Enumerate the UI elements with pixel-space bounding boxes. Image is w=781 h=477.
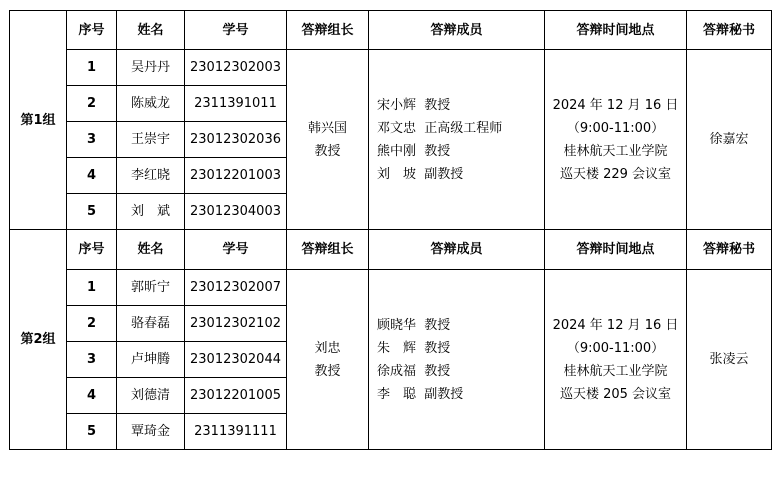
student-seq: 2 bbox=[67, 306, 117, 342]
table-row bbox=[10, 270, 772, 306]
member: 朱 辉 教授 bbox=[377, 340, 451, 356]
defense-schedule-table bbox=[9, 10, 772, 450]
student-seq: 1 bbox=[67, 270, 117, 306]
student-seq: 3 bbox=[67, 122, 117, 158]
member: 刘 坡 副教授 bbox=[377, 166, 464, 182]
group2-time-place bbox=[545, 270, 687, 450]
student-id: 2311391111 bbox=[185, 414, 287, 450]
group1-leader bbox=[287, 50, 369, 230]
header-name: 姓名 bbox=[117, 11, 185, 50]
student-name: 吴丹丹 bbox=[117, 50, 185, 86]
table-row bbox=[10, 50, 772, 86]
defense-date: 2024 年 12 月 16 日 bbox=[552, 317, 679, 333]
defense-room: 巡天楼 229 会议室 bbox=[559, 166, 672, 182]
header-student-id: 学号 bbox=[185, 230, 287, 270]
header-student-id: 学号 bbox=[185, 11, 287, 50]
group2-leader bbox=[287, 270, 369, 450]
student-name: 骆春磊 bbox=[117, 306, 185, 342]
group2-members bbox=[369, 270, 545, 450]
header-seq: 序号 bbox=[67, 11, 117, 50]
student-id: 23012302044 bbox=[185, 342, 287, 378]
student-seq: 5 bbox=[67, 194, 117, 230]
student-id: 23012201003 bbox=[185, 158, 287, 194]
group1-time-place bbox=[545, 50, 687, 230]
header-name: 姓名 bbox=[117, 230, 185, 270]
defense-institution: 桂林航天工业学院 bbox=[563, 143, 668, 159]
group2-label: 第2组 bbox=[10, 230, 67, 450]
student-seq: 4 bbox=[67, 378, 117, 414]
header-leader: 答辩组长 bbox=[287, 11, 369, 50]
student-id: 23012302102 bbox=[185, 306, 287, 342]
header-seq: 序号 bbox=[67, 230, 117, 270]
defense-time: （9:00-11:00） bbox=[566, 340, 665, 356]
member: 徐成福 教授 bbox=[377, 363, 451, 379]
group1-label: 第1组 bbox=[10, 11, 67, 230]
student-id: 2311391011 bbox=[185, 86, 287, 122]
student-id: 23012302036 bbox=[185, 122, 287, 158]
student-name: 郭昕宁 bbox=[117, 270, 185, 306]
student-name: 覃琦金 bbox=[117, 414, 185, 450]
student-id: 23012304003 bbox=[185, 194, 287, 230]
defense-date: 2024 年 12 月 16 日 bbox=[552, 97, 679, 113]
leader-title: 教授 bbox=[314, 143, 341, 159]
defense-time: （9:00-11:00） bbox=[566, 120, 665, 136]
group2-secretary: 张凌云 bbox=[687, 270, 772, 450]
group1-secretary: 徐嘉宏 bbox=[687, 50, 772, 230]
member: 熊中刚 教授 bbox=[377, 143, 451, 159]
member: 邓文忠 正高级工程师 bbox=[377, 120, 503, 136]
student-seq: 3 bbox=[67, 342, 117, 378]
student-id: 23012201005 bbox=[185, 378, 287, 414]
header-members: 答辩成员 bbox=[369, 11, 545, 50]
group1-header-row bbox=[10, 11, 772, 50]
member: 宋小辉 教授 bbox=[377, 97, 451, 113]
student-name: 陈威龙 bbox=[117, 86, 185, 122]
leader-title: 教授 bbox=[314, 363, 341, 379]
header-time-place: 答辩时间地点 bbox=[545, 230, 687, 270]
student-name: 卢坤腾 bbox=[117, 342, 185, 378]
student-name: 刘 斌 bbox=[117, 194, 185, 230]
header-leader: 答辩组长 bbox=[287, 230, 369, 270]
header-time-place: 答辩时间地点 bbox=[545, 11, 687, 50]
student-name: 李红晓 bbox=[117, 158, 185, 194]
student-seq: 5 bbox=[67, 414, 117, 450]
student-name: 王崇宇 bbox=[117, 122, 185, 158]
defense-room: 巡天楼 205 会议室 bbox=[559, 386, 672, 402]
leader-name: 刘忠 bbox=[314, 340, 341, 356]
student-id: 23012302003 bbox=[185, 50, 287, 86]
defense-institution: 桂林航天工业学院 bbox=[563, 363, 668, 379]
student-seq: 4 bbox=[67, 158, 117, 194]
header-members: 答辩成员 bbox=[369, 230, 545, 270]
header-secretary: 答辩秘书 bbox=[687, 230, 772, 270]
student-name: 刘德清 bbox=[117, 378, 185, 414]
member: 顾晓华 教授 bbox=[377, 317, 451, 333]
student-id: 23012302007 bbox=[185, 270, 287, 306]
student-seq: 1 bbox=[67, 50, 117, 86]
group2-header-row bbox=[10, 230, 772, 270]
leader-name: 韩兴国 bbox=[307, 120, 347, 136]
header-secretary: 答辩秘书 bbox=[687, 11, 772, 50]
member: 李 聪 副教授 bbox=[377, 386, 464, 402]
group1-members bbox=[369, 50, 545, 230]
student-seq: 2 bbox=[67, 86, 117, 122]
